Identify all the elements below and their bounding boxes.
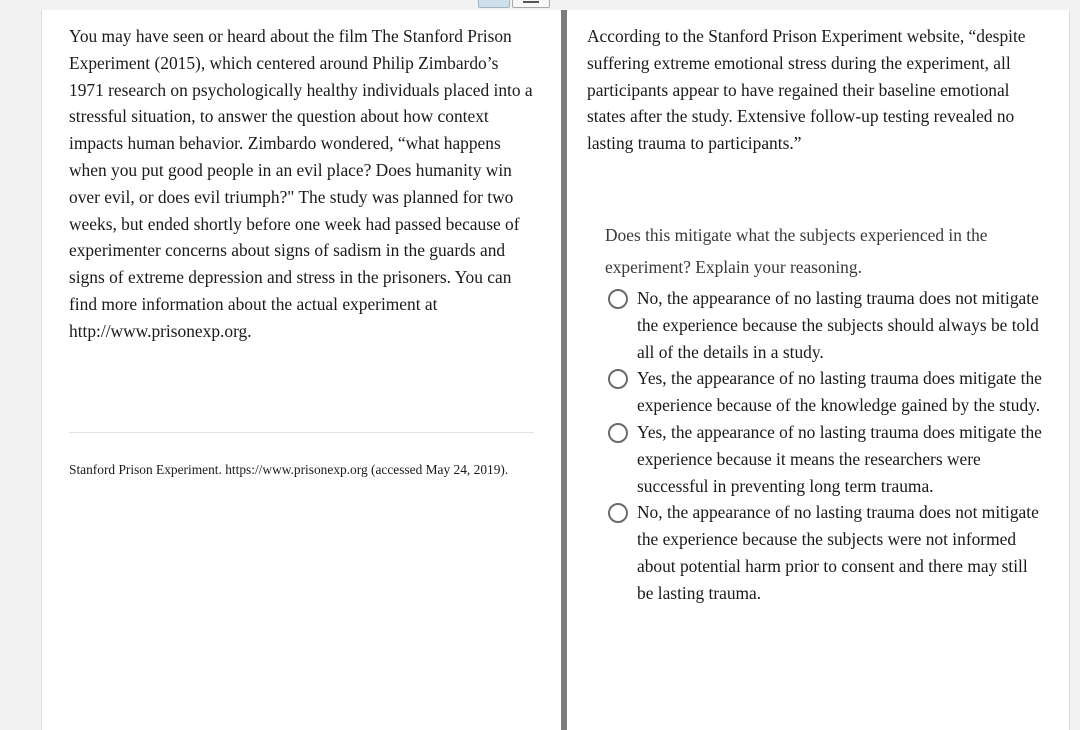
minimize-button[interactable] xyxy=(512,0,550,8)
answer-option-label: Yes, the appearance of no lasting trauma does mitigate the experience because it means the researchers were successful in preventing long term trauma. xyxy=(637,421,1042,496)
toolbar-tab-active[interactable] xyxy=(478,0,510,8)
answer-option-label: Yes, the appearance of no lasting trauma does mitigate the experience because of the knowledge gained by the study. xyxy=(637,368,1042,416)
answer-option-4[interactable] xyxy=(608,499,1048,606)
passage-panel xyxy=(41,10,562,730)
toolbar-fragment xyxy=(470,0,560,8)
question-panel xyxy=(567,10,1070,730)
quote-text: According to the Stanford Prison Experiment website, “despite suffering extreme emotional stress during the experiment, all participants appear to have regained their baseline emotional states after the study. Extensive follow-up testing revealed no lasting trauma to participants.” xyxy=(587,26,1026,154)
answer-option-3[interactable] xyxy=(608,419,1048,499)
answer-option-label: No, the appearance of no lasting trauma does not mitigate the experience because the subjects should always be told all of the details in a study. xyxy=(637,288,1039,362)
answer-options xyxy=(608,285,1048,607)
radio-button[interactable] xyxy=(608,423,628,443)
citation-text: Stanford Prison Experiment. https://www.prisonexp.org (accessed May 24, 2019). xyxy=(69,462,509,477)
radio-button[interactable] xyxy=(608,369,628,389)
answer-option-2[interactable] xyxy=(608,365,1048,419)
answer-option-label: No, the appearance of no lasting trauma does not mitigate the experience because the subjects were not informed about potential harm prior to consent and there may still be lasting trauma. xyxy=(637,502,1039,603)
radio-button[interactable] xyxy=(608,289,628,309)
divider-line xyxy=(69,432,534,433)
minimize-icon xyxy=(523,1,539,3)
radio-button[interactable] xyxy=(608,503,628,523)
question-prompt: Does this mitigate what the subjects experienced in the experiment? Explain your reasoning. xyxy=(605,225,988,277)
answer-option-1[interactable] xyxy=(608,285,1048,365)
passage-text: You may have seen or heard about the film The Stanford Prison Experiment (2015), which centered around Philip Zimbardo’s 1971 research on psychologically healthy individuals placed into a stressful situation, to answer the question about how context impacts human behavior. Zimbardo wondered, “what happens when you put good people in an evil place? Does humanity win over evil, or does evil triumph?" The study was planned for two weeks, but ended shortly before one week had passed because of experimenter concerns about signs of sadism in the guards and signs of extreme depression and stress in the prisoners. You can find more information about the actual experiment at http://www.prisonexp.org. xyxy=(69,26,533,341)
